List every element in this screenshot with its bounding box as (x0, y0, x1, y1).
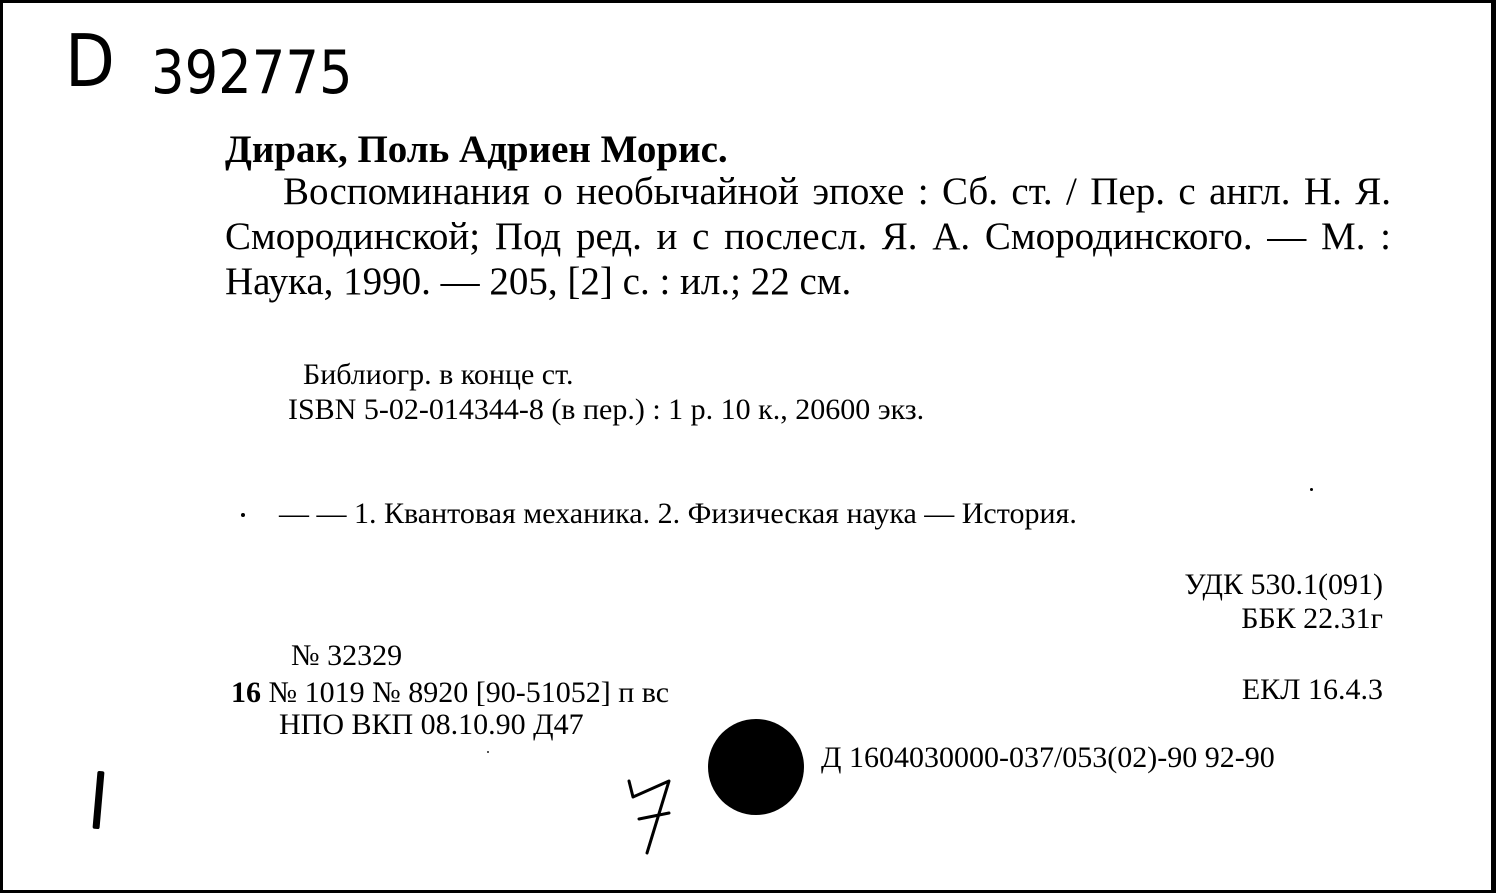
isbn-note: ISBN 5-02-014344-8 (в пер.) : 1 р. 10 к., 20600 экз. (288, 393, 925, 426)
handwritten-stroke-icon (92, 771, 104, 829)
bibliographic-description: Воспоминания о необычайной эпохе : Сб. ст. / Пер. с англ. Н. Я. Смородинской; Под ред. и с послесл. Я. А. Смородинского. — М. : Наука, 1990. — 205, [2] с. : ил.; 22 см. (225, 170, 1391, 303)
npo-line: НПО ВКП 08.10.90 Д47 (279, 708, 584, 741)
publisher-code: Д 1604030000-037/053(02)-90 92-90 (821, 741, 1275, 774)
ekl-code: ЕКЛ 16.4.3 (1241, 673, 1383, 706)
stray-dot (241, 513, 245, 517)
call-letter: D (65, 19, 115, 103)
handwritten-seven-icon (621, 763, 681, 863)
subject-headings: — — 1. Квантовая механика. 2. Физическая наука — История. (279, 497, 1077, 530)
stray-dot (1310, 488, 1313, 491)
udk-code: УДК 530.1(091) (1184, 568, 1383, 601)
punch-hole (708, 719, 804, 815)
call-number: 392775 (151, 38, 353, 108)
print-line-lead: 16 (231, 676, 261, 709)
print-line-rest: № 1019 № 8920 [90-51052] п вс (268, 676, 670, 709)
record-number: № 32329 (291, 639, 403, 672)
print-line (231, 678, 669, 708)
bibliography-note: Библиогр. в конце ст. (303, 358, 574, 391)
stray-dot (487, 751, 489, 753)
author-heading: Дирак, Поль Адриен Морис. (225, 128, 728, 171)
bbk-code: ББК 22.31г (1241, 602, 1383, 635)
